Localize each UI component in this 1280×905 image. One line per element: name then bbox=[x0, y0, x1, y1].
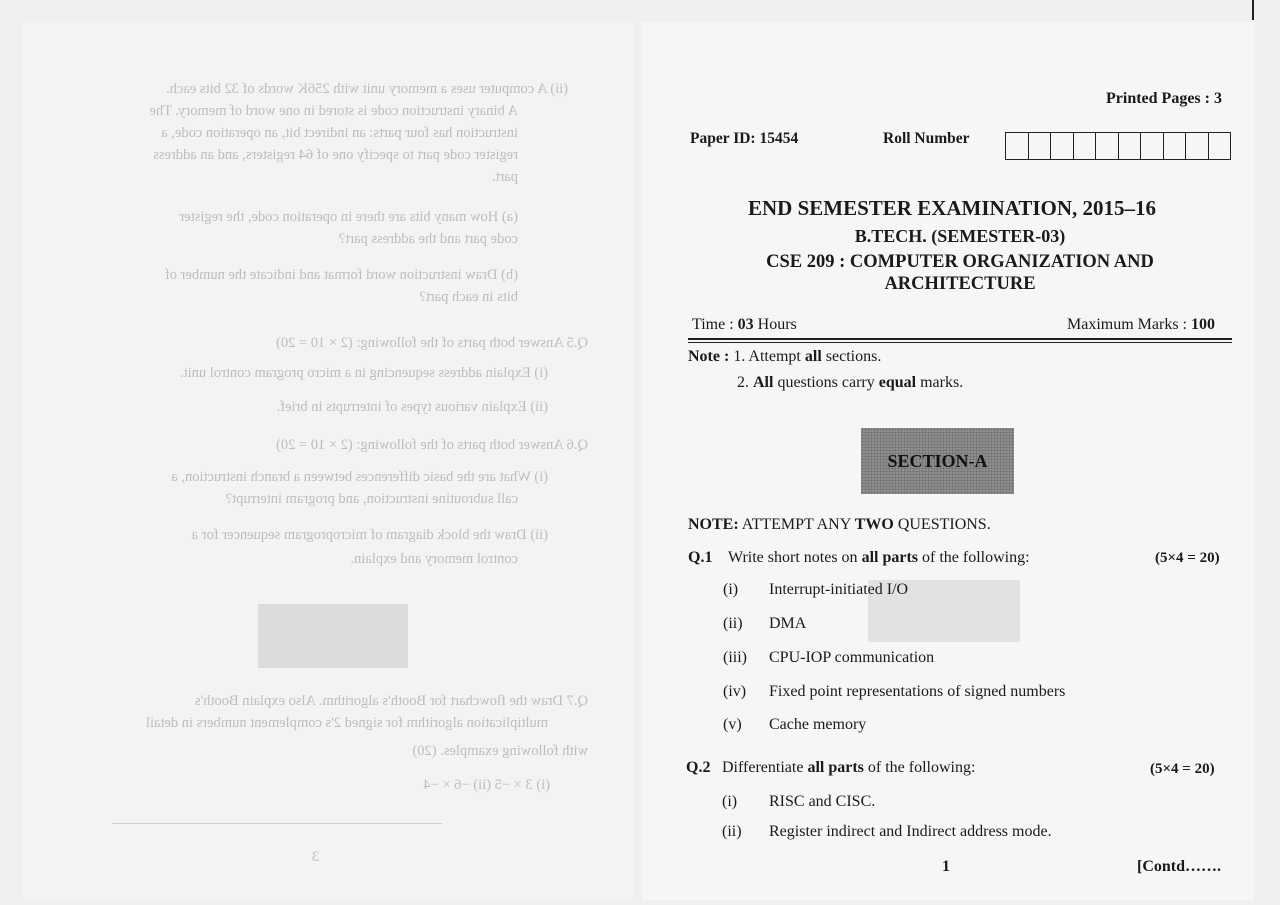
bleed-line: (ii) A computer uses a memory unit with 256K words of 32 bits each. bbox=[166, 81, 568, 97]
bleed-line: (ii) Draw the block diagram of microprogram sequencer for a bbox=[191, 527, 548, 543]
bleed-line: bits in each part? bbox=[419, 289, 518, 305]
bleed-page-number: 3 bbox=[312, 849, 320, 865]
bleed-line: multiplication algorithm for signed 2's complement numbers in detail bbox=[145, 715, 548, 731]
q1-item-roman: (ii) bbox=[723, 615, 743, 632]
q2-item-text: Register indirect and Indirect address mode. bbox=[769, 823, 1052, 840]
q1-item-text: Fixed point representations of signed numbers bbox=[769, 683, 1066, 700]
bleed-line: with following examples. (20) bbox=[412, 743, 588, 759]
roll-box[interactable] bbox=[1185, 132, 1209, 160]
page-number: 1 bbox=[942, 858, 950, 875]
q1-marks: (5×4 = 20) bbox=[1155, 550, 1220, 566]
roll-number-boxes[interactable] bbox=[1006, 132, 1231, 160]
bleed-line: A binary instruction code is stored in one word of memory. The bbox=[149, 103, 518, 119]
bleed-rule bbox=[112, 823, 442, 824]
program-title: B.TECH. (SEMESTER-03) bbox=[854, 226, 1066, 246]
bleed-line: (i) What are the basic differences between a branch instruction, a bbox=[171, 469, 548, 485]
printed-pages: Printed Pages : 3 bbox=[1106, 90, 1222, 107]
q1-item-roman: (i) bbox=[723, 581, 739, 598]
q2-item-text: RISC and CISC. bbox=[769, 793, 876, 810]
roll-box[interactable] bbox=[1050, 132, 1074, 160]
scan-edge bbox=[1252, 0, 1254, 20]
bleed-line: code part and the address part? bbox=[338, 231, 518, 247]
roll-box[interactable] bbox=[1005, 132, 1029, 160]
q1-item-roman: (iii) bbox=[723, 649, 747, 666]
paper-id: Paper ID: 15454 bbox=[690, 130, 799, 147]
divider bbox=[688, 342, 1232, 343]
roll-box[interactable] bbox=[1118, 132, 1142, 160]
bleed-line: (b) Draw instruction word format and indicate the number of bbox=[164, 267, 518, 283]
bleed-line: (i) Explain address sequencing in a micro program control unit. bbox=[179, 365, 548, 381]
roll-box[interactable] bbox=[1140, 132, 1164, 160]
q1-item-roman: (v) bbox=[723, 716, 742, 733]
course-title-line1: CSE 209 : COMPUTER ORGANIZATION AND bbox=[766, 252, 1154, 272]
roll-box[interactable] bbox=[1073, 132, 1097, 160]
section-instruction: NOTE: ATTEMPT ANY TWO QUESTIONS. bbox=[688, 516, 991, 533]
bleed-line: register code part to specify one of 64 registers, and an address bbox=[153, 147, 518, 163]
course-title-line2: ARCHITECTURE bbox=[884, 274, 1036, 294]
bleed-section-box bbox=[258, 604, 408, 668]
roll-box[interactable] bbox=[1208, 132, 1232, 160]
maximum-marks: Maximum Marks : 100 bbox=[1067, 316, 1215, 333]
q2-item-roman: (ii) bbox=[722, 823, 742, 840]
roll-box[interactable] bbox=[1095, 132, 1119, 160]
q2-item-roman: (i) bbox=[722, 793, 738, 810]
divider bbox=[688, 338, 1232, 340]
q1-number: Q.1 bbox=[688, 549, 713, 566]
bleed-line: instruction has four parts: an indirect bit, an operation code, a bbox=[161, 125, 518, 141]
q1-item-roman: (iv) bbox=[723, 683, 747, 700]
note-line-2: 2. All questions carry equal marks. bbox=[737, 374, 964, 391]
q1-item-text: CPU-IOP communication bbox=[769, 649, 935, 666]
bleed-line: part. bbox=[491, 169, 518, 185]
q2-number: Q.2 bbox=[686, 759, 711, 776]
bleed-line: Q.6 Answer both parts of the following: (2 × 10 = 20) bbox=[276, 437, 588, 453]
bleed-line: Q.5 Answer both parts of the following: (2 × 10 = 20) bbox=[276, 335, 588, 351]
bleed-line: call subroutine instruction, and program interrupt? bbox=[225, 491, 518, 507]
roll-box[interactable] bbox=[1028, 132, 1052, 160]
section-a-banner: SECTION-A bbox=[861, 428, 1014, 494]
q1-text: Write short notes on all parts of the following: bbox=[728, 549, 1030, 566]
q1-item-text: DMA bbox=[769, 615, 807, 632]
roll-number-label: Roll Number bbox=[883, 130, 970, 147]
roll-box[interactable] bbox=[1163, 132, 1187, 160]
bleed-line: (a) How many bits are there in operation code, the register bbox=[179, 209, 518, 225]
exam-title: END SEMESTER EXAMINATION, 2015–16 bbox=[748, 196, 1156, 220]
bleed-line: (ii) Explain various types of interrupts in brief. bbox=[276, 399, 548, 415]
time-duration: Time : 03 Hours bbox=[692, 316, 797, 333]
bleed-line: control memory and explain. bbox=[350, 551, 518, 567]
continued-marker: [Contd……. bbox=[1137, 858, 1222, 875]
q2-text: Differentiate all parts of the following: bbox=[722, 759, 976, 776]
q2-marks: (5×4 = 20) bbox=[1150, 761, 1215, 777]
bleed-line: (i) 3 × −5 (ii) −6 × −4 bbox=[423, 777, 550, 793]
bleed-line: Q.7 Draw the flowchart for Booth's algorithm. Also explain Booth's bbox=[194, 693, 588, 709]
q1-item-text: Interrupt-initiated I/O bbox=[769, 581, 909, 598]
q1-item-text: Cache memory bbox=[769, 716, 867, 733]
note-line-1: Note : 1. Attempt all sections. bbox=[688, 348, 882, 365]
